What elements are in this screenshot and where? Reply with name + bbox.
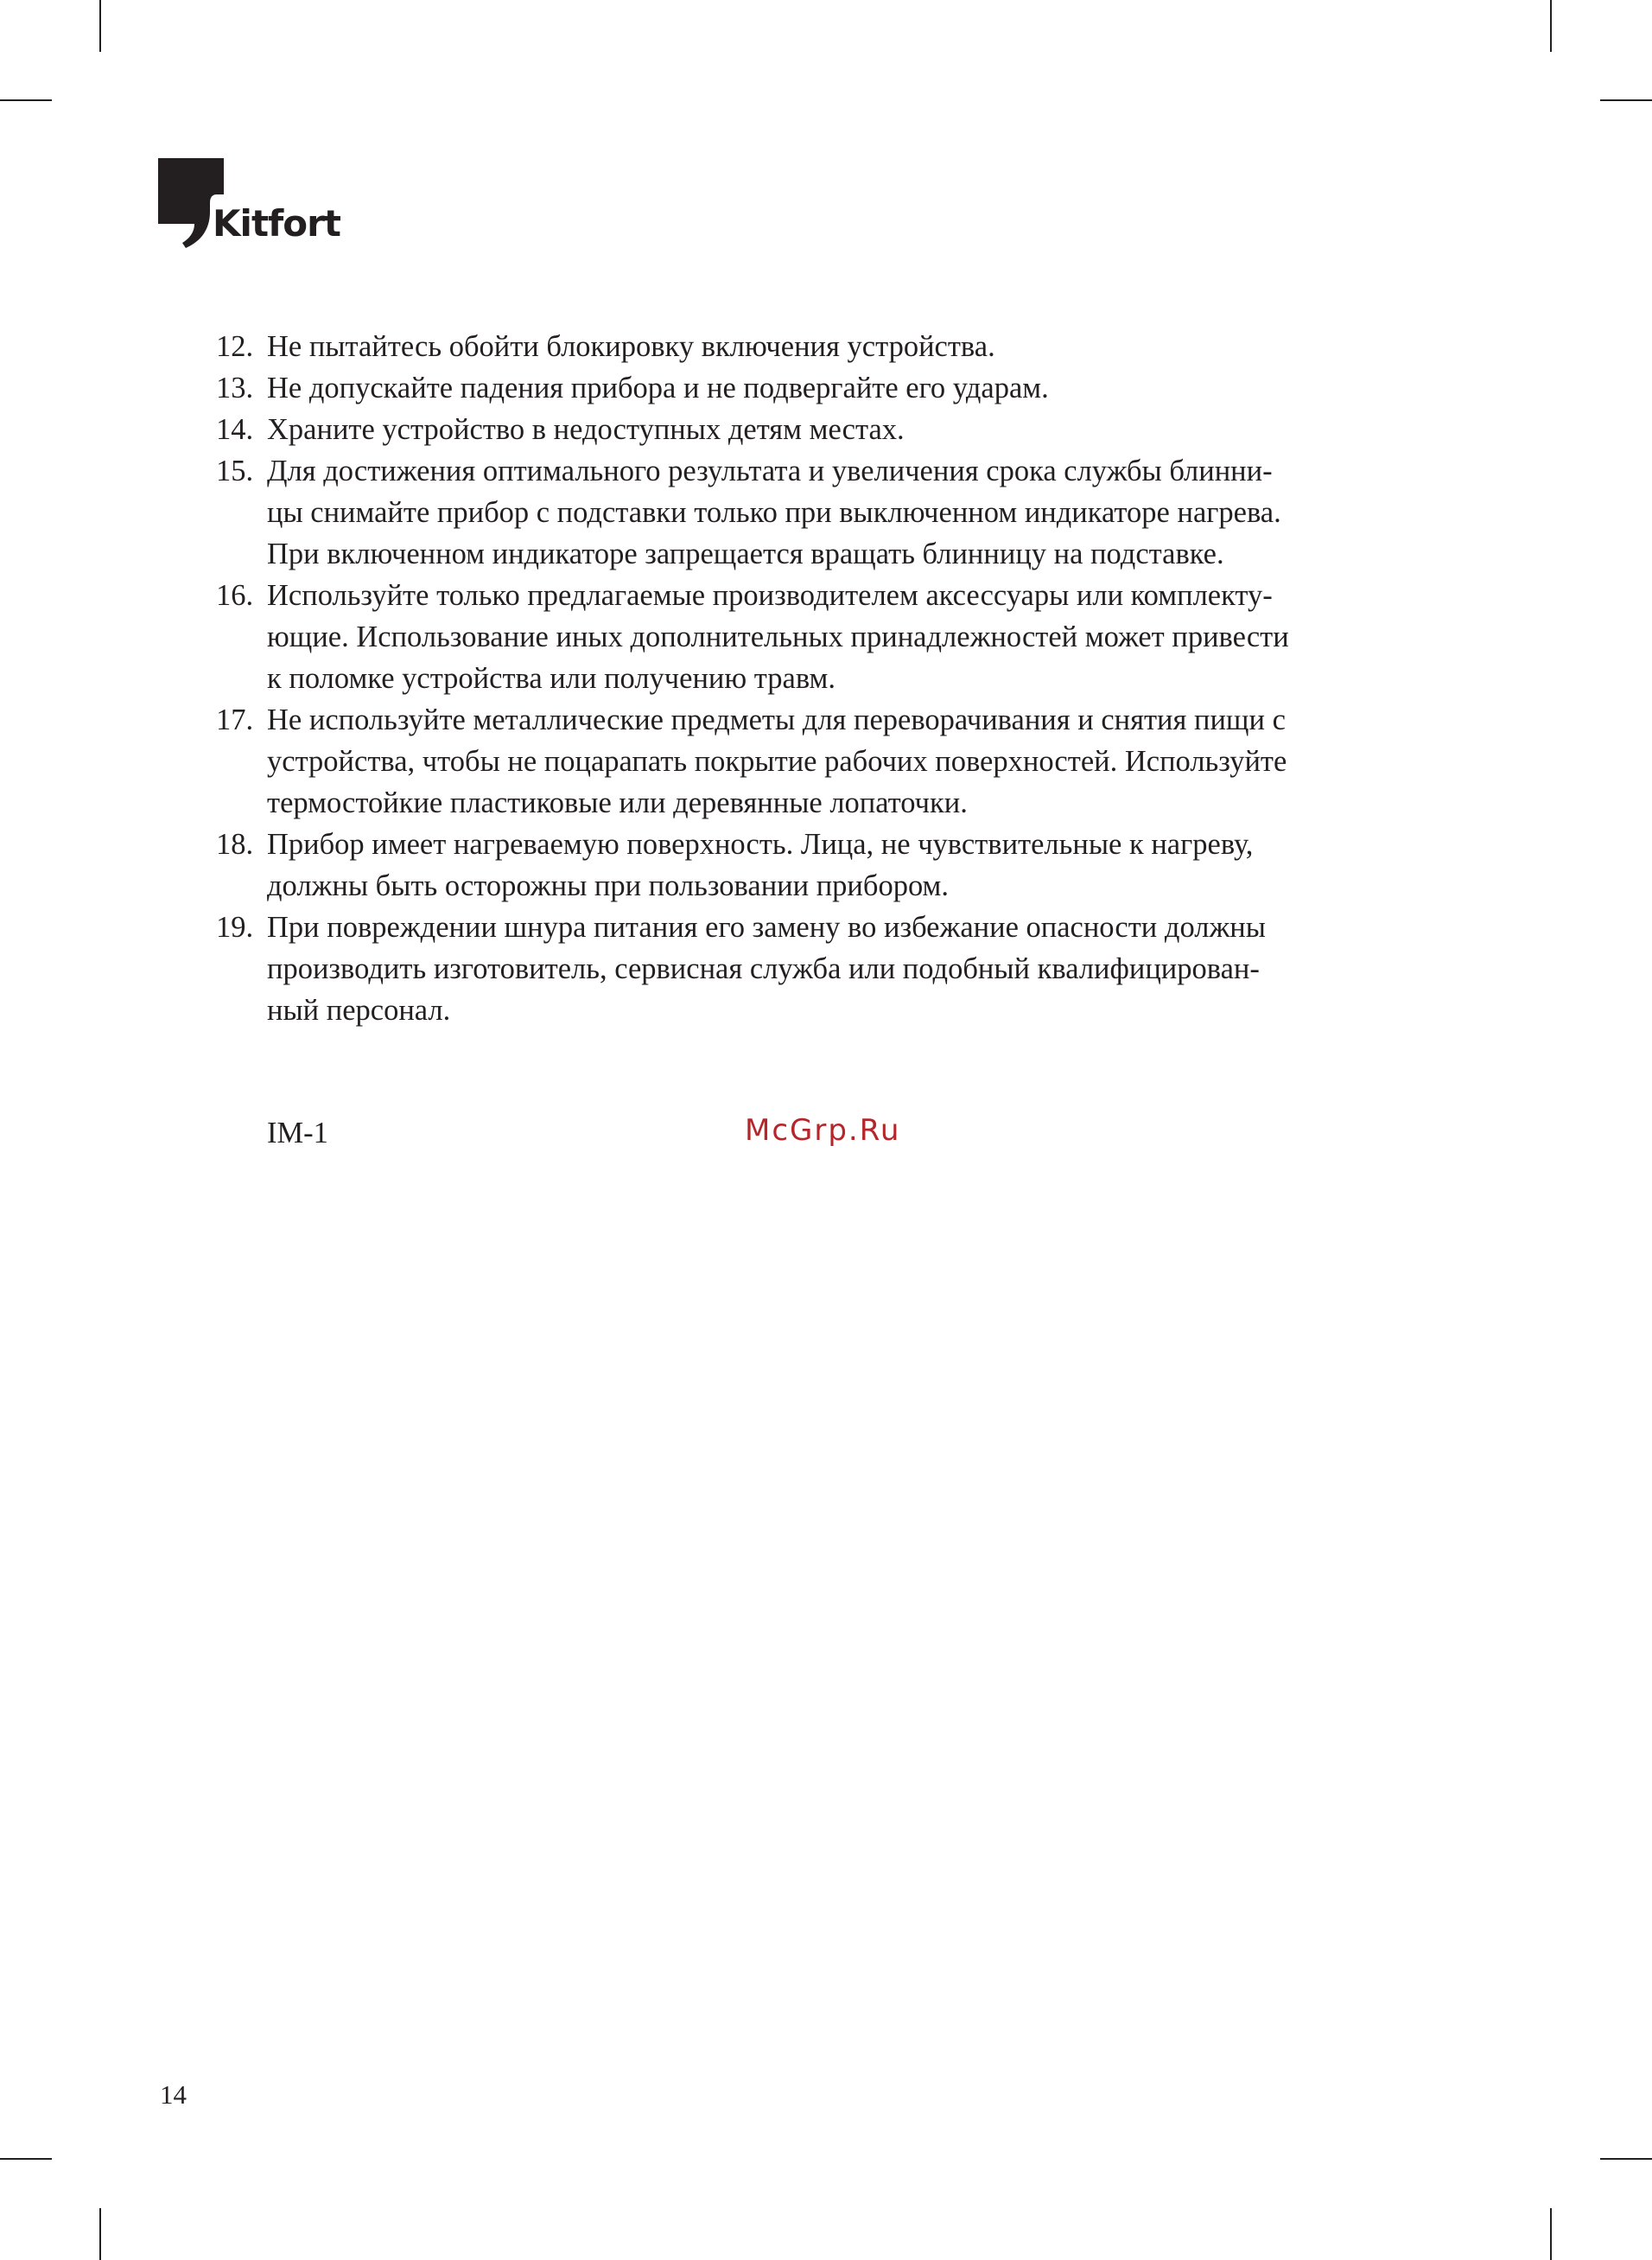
list-item-line: При включенном индикаторе запрещается вращать блинницу на подставке. bbox=[267, 538, 1224, 570]
model-code: IM-1 bbox=[267, 1117, 328, 1149]
list-item bbox=[216, 326, 1460, 367]
crop-mark-bottom-right-horizontal bbox=[1600, 2158, 1652, 2160]
list-item bbox=[216, 907, 1460, 1031]
list-item bbox=[216, 824, 1460, 907]
list-item bbox=[216, 409, 1460, 450]
list-item-line: Храните устройство в недоступных детям местах. bbox=[267, 413, 905, 446]
list-item-text bbox=[267, 907, 1460, 1031]
list-item-number: 12. bbox=[216, 330, 254, 363]
crop-mark-top-left-vertical bbox=[99, 0, 101, 52]
crop-mark-bottom-right-vertical bbox=[1550, 2208, 1552, 2260]
list-item-number: 13. bbox=[216, 372, 254, 404]
crop-mark-bottom-left-horizontal bbox=[0, 2158, 52, 2160]
list-item bbox=[216, 450, 1460, 575]
page-number: 14 bbox=[160, 2079, 187, 2110]
list-item-text bbox=[267, 699, 1460, 824]
list-item-line: ный персонал. bbox=[267, 994, 451, 1027]
list-item-line: ющие. Использование иных дополнительных принадлежностей может привести bbox=[267, 621, 1289, 653]
list-item-number: 19. bbox=[216, 911, 254, 944]
crop-mark-bottom-left-vertical bbox=[99, 2208, 101, 2260]
list-item-number: 18. bbox=[216, 828, 254, 861]
list-item-number: 14. bbox=[216, 413, 254, 446]
list-item-text bbox=[267, 824, 1460, 907]
list-item-number: 15. bbox=[216, 455, 254, 487]
list-item-text bbox=[267, 450, 1460, 575]
list-item-line: устройства, чтобы не поцарапать покрытие рабочих поверхностей. Используйте bbox=[267, 745, 1287, 778]
list-item-text bbox=[267, 575, 1460, 699]
list-item bbox=[216, 367, 1460, 409]
crop-mark-top-right-horizontal bbox=[1600, 99, 1652, 101]
list-item-line: Прибор имеет нагреваемую поверхность. Лица, не чувствительные к нагреву, bbox=[267, 828, 1254, 861]
list-item-text bbox=[267, 409, 1460, 450]
list-item-line: Используйте только предлагаемые производителем аксессуары или комплекту- bbox=[267, 579, 1273, 612]
crop-mark-top-left-horizontal bbox=[0, 99, 52, 101]
list-item-line: термостойкие пластиковые или деревянные лопаточки. bbox=[267, 786, 968, 819]
list-item-number: 17. bbox=[216, 703, 254, 736]
list-item-line: к поломке устройства или получению травм. bbox=[267, 662, 836, 695]
crop-mark-top-right-vertical bbox=[1550, 0, 1552, 52]
brand-logo bbox=[158, 158, 348, 249]
list-item-line: При повреждении шнура питания его замену во избежание опасности должны bbox=[267, 911, 1266, 944]
instructions-list bbox=[216, 326, 1460, 1031]
list-item-line: Не пытайтесь обойти блокировку включения устройства. bbox=[267, 330, 995, 363]
list-item-line: цы снимайте прибор с подставки только при выключенном индикаторе нагрева. bbox=[267, 496, 1281, 529]
list-item-text bbox=[267, 367, 1460, 409]
watermark: McGrp.Ru bbox=[745, 1113, 901, 1148]
list-item-line: должны быть осторожны при пользовании прибором. bbox=[267, 869, 950, 902]
brand-name: Kitfort bbox=[213, 202, 340, 245]
list-item-text bbox=[267, 326, 1460, 367]
list-item-line: Не допускайте падения прибора и не подвергайте его ударам. bbox=[267, 372, 1049, 404]
list-item-line: производить изготовитель, сервисная служба или подобный квалифицирован- bbox=[267, 952, 1260, 985]
list-item bbox=[216, 699, 1460, 824]
list-item-number: 16. bbox=[216, 579, 254, 612]
list-item-line: Не используйте металлические предметы для переворачивания и снятия пищи с bbox=[267, 703, 1286, 736]
list-item-line: Для достижения оптимального результата и увеличения срока службы блинни- bbox=[267, 455, 1273, 487]
list-item bbox=[216, 575, 1460, 699]
